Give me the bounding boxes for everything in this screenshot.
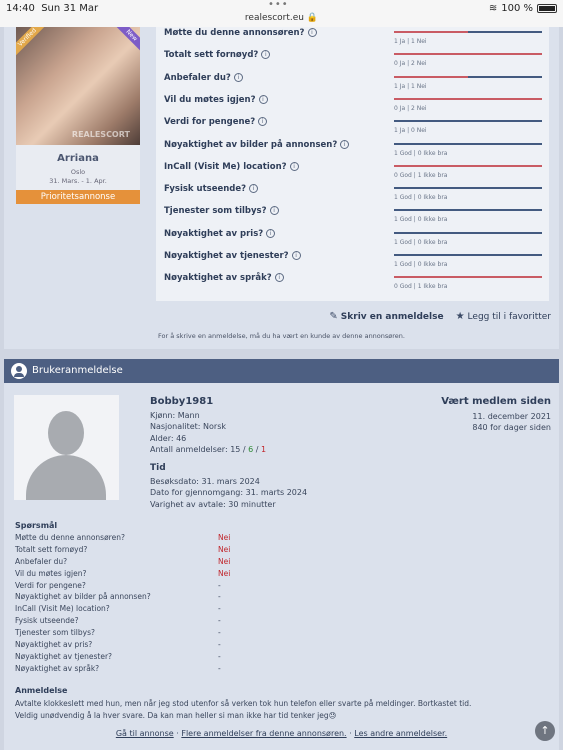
rating-row xyxy=(156,250,549,272)
rating-bar-negative xyxy=(394,276,542,278)
appointment-duration: Varighet av avtale: 30 minutter xyxy=(150,499,276,509)
rating-row xyxy=(156,139,549,161)
rating-question: Møtte du denne annonsøren? i xyxy=(164,28,317,38)
rating-question: Vil du møtes igjen? i xyxy=(164,95,268,105)
user-review-card xyxy=(4,383,559,750)
question-label: Vil du møtes igjen? xyxy=(15,568,87,578)
question-label: Totalt sett fornøyd? xyxy=(15,544,88,554)
question-label: Nøyaktighet av bilder på annonsen? xyxy=(15,592,151,602)
reviewer-nationality: Nasjonalitet: Norsk xyxy=(150,422,226,432)
rating-bar-negative xyxy=(394,165,542,167)
question-answer: - xyxy=(218,663,221,673)
question-row xyxy=(15,616,415,628)
wifi-icon: ≋ xyxy=(488,3,498,14)
rating-bar xyxy=(394,209,542,211)
reviewer-info xyxy=(150,396,307,510)
question-row xyxy=(15,569,415,581)
rating-bar-positive xyxy=(394,143,542,145)
rating-count: 1 God | 0 Ikke bra xyxy=(394,261,448,268)
rating-row xyxy=(156,272,549,294)
question-answer: - xyxy=(218,580,221,590)
rating-question: Fysisk utseende? i xyxy=(164,184,258,194)
write-review-button[interactable]: ✎ Skriv en anmeldelse xyxy=(329,311,444,322)
rating-count: 0 God | 1 Ikke bra xyxy=(394,171,448,179)
profile-dates: 31. Mars. - 1. Apr. xyxy=(49,177,107,185)
pencil-icon: ✎ xyxy=(329,311,338,322)
rating-row xyxy=(156,228,549,250)
rating-count: 1 Ja | 1 Nei xyxy=(394,82,427,90)
go-to-ad-link[interactable]: Gå til annonse xyxy=(115,729,174,738)
rating-row xyxy=(156,161,549,183)
info-icon[interactable]: i xyxy=(308,28,317,37)
question-answer: Nei xyxy=(218,568,231,578)
rating-count: 0 Ja | 2 Nei xyxy=(394,104,427,112)
rating-bar-positive xyxy=(394,187,542,189)
review-date: Dato for gjennomgang: 31. marts 2024 xyxy=(150,488,308,498)
member-days: 840 for dager siden xyxy=(472,423,551,433)
rating-row xyxy=(156,72,549,94)
question-row xyxy=(15,545,415,557)
rating-bar-positive xyxy=(394,254,542,256)
info-icon[interactable]: i xyxy=(340,140,349,149)
question-label: Tjenester som tilbys? xyxy=(15,628,95,638)
member-title: Vært medlem siden xyxy=(441,396,551,407)
info-icon[interactable]: i xyxy=(275,273,284,282)
info-icon[interactable]: i xyxy=(234,73,243,82)
question-label: Møtte du denne annonsøren? xyxy=(15,533,125,542)
time-title: Tid xyxy=(150,462,166,473)
rating-bar xyxy=(394,276,542,278)
question-label: Nøyaktighet av tjenester? xyxy=(15,651,113,661)
battery-icon xyxy=(537,4,557,13)
rating-bar xyxy=(394,120,542,122)
review-title: Anmeldelse xyxy=(15,686,68,695)
rating-row xyxy=(156,116,549,138)
rating-question: Nøyaktighet av bilder på annonsen? i xyxy=(164,140,349,150)
question-row xyxy=(15,592,415,604)
footer-links: Gå til annonse · Flere anmeldelser fra denne annonsøren. · Les andre anmeldelser. xyxy=(115,729,448,738)
question-label: Nøyaktighet av pris? xyxy=(15,640,93,650)
rating-bar xyxy=(394,76,542,78)
question-answer: Nei xyxy=(218,544,231,554)
info-icon[interactable]: i xyxy=(259,95,268,104)
question-answer: - xyxy=(218,628,221,638)
rating-count: 1 God | 0 Ikke bra xyxy=(394,149,448,157)
question-answer: - xyxy=(218,604,221,614)
status-right: ≋ 100 % xyxy=(489,3,557,14)
info-icon[interactable]: i xyxy=(249,184,258,193)
other-reviews-link[interactable]: Les andre anmeldelser. xyxy=(354,729,448,738)
rating-bar xyxy=(394,254,542,256)
avatar xyxy=(14,395,119,500)
rating-question: Nøyaktighet av språk? i xyxy=(164,273,284,283)
rating-count: 1 Ja | 0 Nei xyxy=(394,127,427,135)
question-row xyxy=(15,628,415,640)
rating-bar-negative xyxy=(394,53,542,55)
member-date: 11. december 2021 xyxy=(472,411,551,421)
new-ribbon: New xyxy=(111,27,140,56)
rating-bar xyxy=(394,143,542,145)
rating-question: Tjenester som tilbys? i xyxy=(164,206,279,216)
rating-bar-positive xyxy=(394,209,542,211)
review-section-header: Brukeranmeldelse xyxy=(4,359,559,383)
question-label: Nøyaktighet av språk? xyxy=(15,663,100,673)
question-label: Fysisk utseende? xyxy=(15,616,79,626)
review-text-section xyxy=(15,685,550,722)
rating-question: Verdi for pengene? i xyxy=(164,117,267,127)
question-answer: Nei xyxy=(218,556,231,566)
profile-city: Oslo xyxy=(70,168,86,176)
visit-date: Besøksdato: 31. mars 2024 xyxy=(150,476,260,486)
rating-question: Nøyaktighet av pris? i xyxy=(164,229,275,239)
reviewer-gender: Kjønn: Mann xyxy=(150,410,200,420)
rating-row xyxy=(156,183,549,205)
question-answer: - xyxy=(218,651,221,661)
rating-row xyxy=(156,27,549,49)
info-icon[interactable]: i xyxy=(292,251,301,260)
question-answer: - xyxy=(218,592,221,602)
question-row xyxy=(15,640,415,652)
rating-bar xyxy=(394,98,542,100)
rating-bar-positive xyxy=(394,120,542,122)
review-actions xyxy=(329,311,551,322)
add-favorite-button[interactable]: ★ Legg til i favoritter xyxy=(455,311,551,322)
rating-bar-negative xyxy=(394,31,468,33)
priority-badge: Prioritetsannonse xyxy=(16,190,140,204)
question-row xyxy=(15,557,415,569)
watermark: REALESCORT xyxy=(71,130,130,139)
rating-count: 1 God | 0 Ikke bra xyxy=(394,216,448,224)
rating-question: InCall (Visit Me) location? i xyxy=(164,162,299,172)
rating-row xyxy=(156,94,549,116)
review-summary-card xyxy=(4,27,559,349)
rating-question: Totalt sett fornøyd? i xyxy=(164,50,270,60)
info-icon[interactable]: i xyxy=(261,50,270,59)
profile-photo[interactable] xyxy=(16,27,140,145)
rating-bar-positive xyxy=(394,232,542,234)
rating-bar-positive xyxy=(468,31,542,33)
user-icon xyxy=(11,363,27,379)
review-text-line2: Veldig unødvendig å la hver svare. Da kan man heller si man ikke har tid tenker jeg😓 xyxy=(15,711,337,720)
sad-emoji-icon: 😓 xyxy=(328,711,337,720)
rating-bar-negative xyxy=(394,98,542,100)
rating-bar xyxy=(394,165,542,167)
profile-name[interactable]: Arriana xyxy=(57,153,99,164)
rating-bar xyxy=(394,232,542,234)
question-answer: - xyxy=(218,616,221,626)
more-reviews-link[interactable]: Flere anmeldelser fra denne annonsøren. xyxy=(181,729,347,738)
rating-count: 1 Ja | 1 Nei xyxy=(394,38,427,45)
tab-dots-icon[interactable]: ••• xyxy=(268,0,289,10)
rating-row xyxy=(156,49,549,71)
star-icon: ★ xyxy=(455,311,465,322)
rating-count: 1 God | 0 Ikke bra xyxy=(394,194,448,202)
verified-ribbon: Verified xyxy=(16,27,51,61)
review-notice: For å skrive en anmeldelse, må du ha vært en kunde av denne annonsøren. xyxy=(158,332,405,340)
rating-bar xyxy=(394,31,542,33)
question-row xyxy=(15,664,415,676)
rating-question: Nøyaktighet av tjenester? i xyxy=(164,251,301,261)
rating-count: 0 God | 1 Ikke bra xyxy=(394,283,448,291)
info-icon[interactable]: i xyxy=(270,206,279,215)
info-icon[interactable]: i xyxy=(258,117,267,126)
question-row xyxy=(15,652,415,664)
question-row xyxy=(15,581,415,593)
question-row xyxy=(15,604,415,616)
rating-bar-negative xyxy=(394,76,468,78)
reviewer-username[interactable]: Bobby1981 xyxy=(150,396,214,407)
rating-bar-positive xyxy=(468,76,542,78)
reviewer-age: Alder: 46 xyxy=(150,433,187,443)
reviewer-review-count: Antall anmeldelser: 15 / 6 / 1 xyxy=(150,445,267,455)
rating-row xyxy=(156,205,549,227)
rating-question: Anbefaler du? i xyxy=(164,73,243,83)
questions-section xyxy=(15,521,415,676)
questions-title: Spørsmål xyxy=(15,521,58,530)
info-icon[interactable]: i xyxy=(266,229,275,238)
question-label: InCall (Visit Me) location? xyxy=(15,604,110,614)
status-time: 14:40 Sun 31 Mar xyxy=(6,3,99,14)
info-icon[interactable]: i xyxy=(290,162,299,171)
ratings-panel xyxy=(156,27,549,301)
question-answer: - xyxy=(218,640,221,650)
status-bar xyxy=(0,0,563,27)
question-answer: Nei xyxy=(218,533,231,542)
member-since xyxy=(441,396,551,434)
url-bar[interactable]: realescort.eu 🔒 xyxy=(244,13,319,23)
review-text-line1: Avtalte klokkeslett med hun, men når jeg stod utenfor så verken tok hun telefon eller svarte på meldinger. Bortkastet tid. xyxy=(15,699,472,708)
rating-bar xyxy=(394,53,542,55)
rating-count: 1 God | 0 Ikke bra xyxy=(394,238,448,246)
question-label: Verdi for pengene? xyxy=(15,580,86,590)
rating-bar xyxy=(394,187,542,189)
question-label: Anbefaler du? xyxy=(15,556,68,566)
scroll-to-top-button[interactable]: ↑ xyxy=(535,721,555,741)
rating-count: 0 Ja | 2 Nei xyxy=(394,60,427,68)
question-row xyxy=(15,533,415,545)
